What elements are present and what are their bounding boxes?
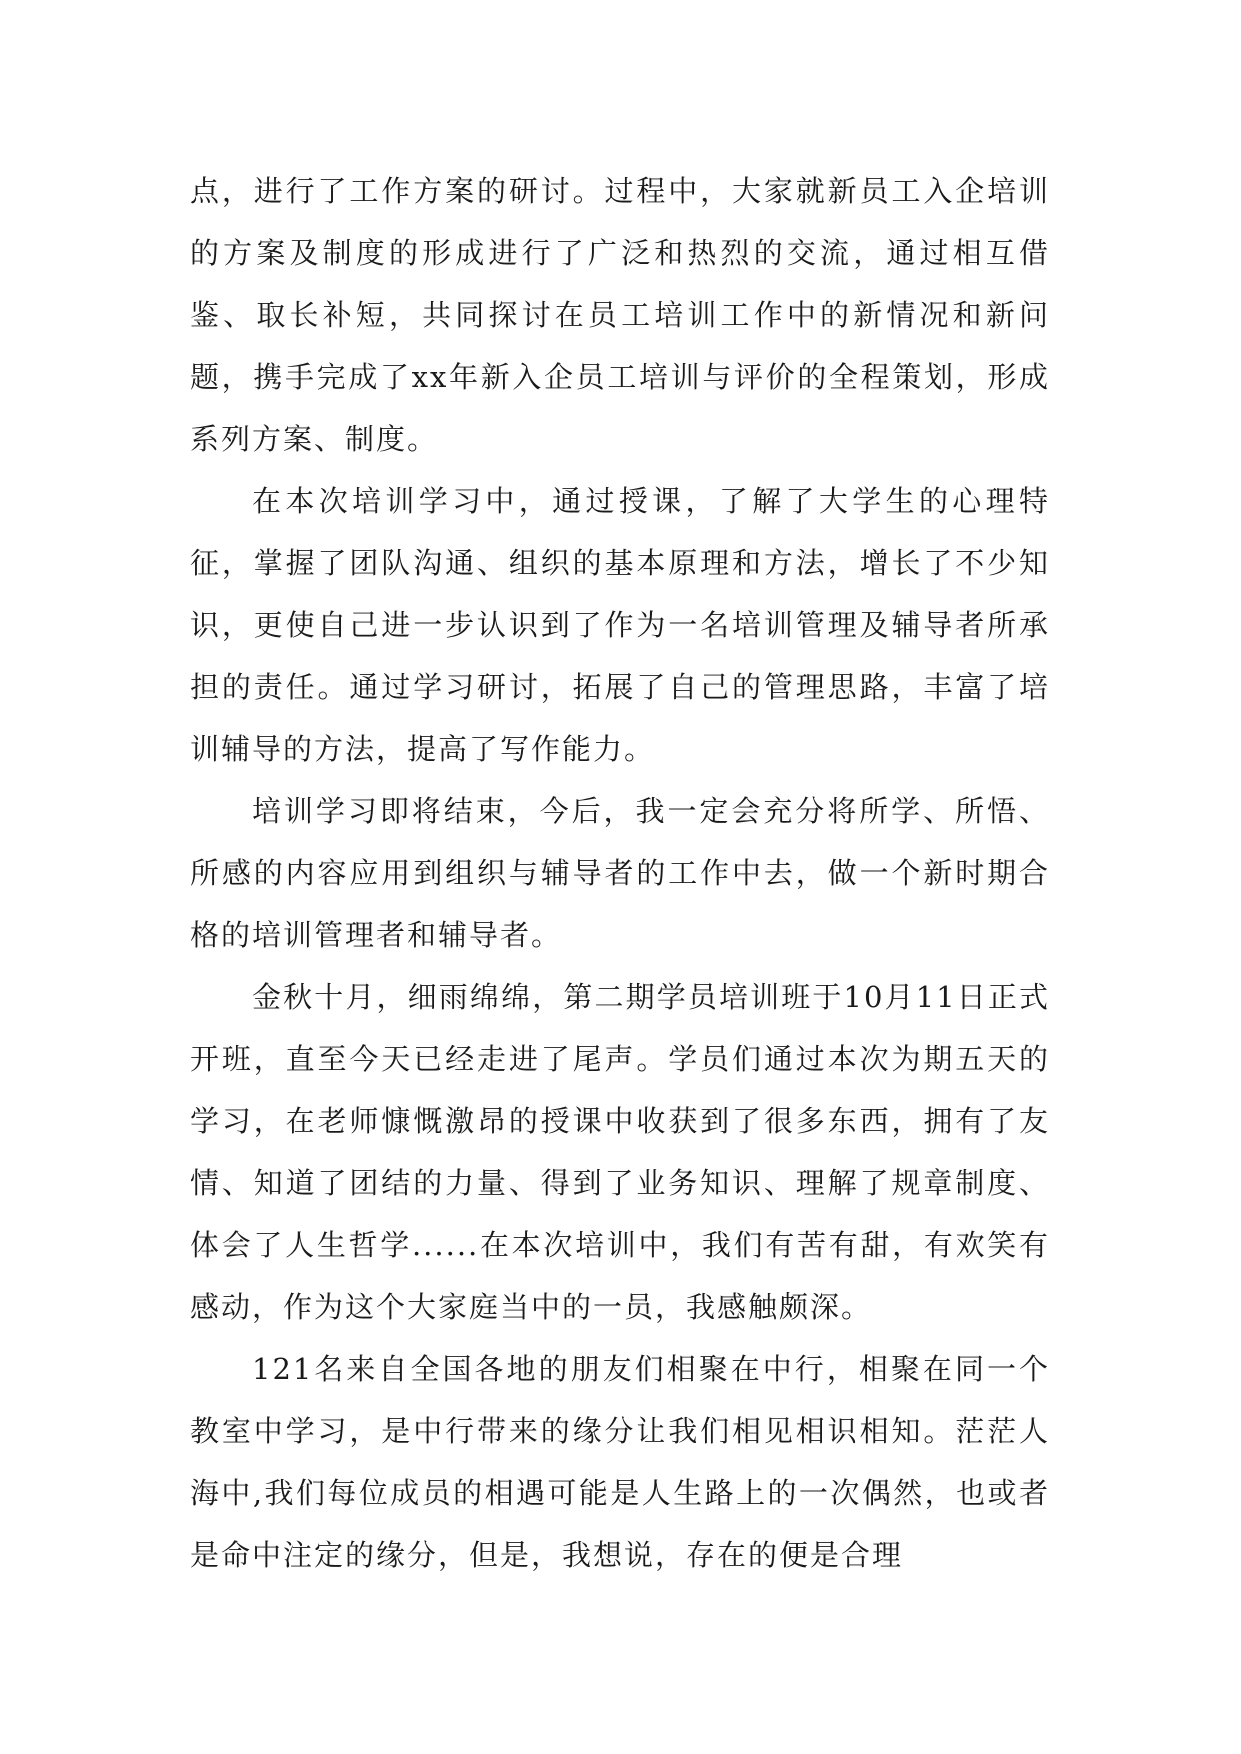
paragraph-1: 点，进行了工作方案的研讨。过程中，大家就新员工入企培训的方案及制度的形成进行了广泛和热烈的交流，通过相互借鉴、取长补短，共同探讨在员工培训工作中的新情况和新问题，携手完成了xx年新入企员工培训与评价的全程策划，形成系列方案、制度。 [190, 174, 1050, 456]
body-text [190, 160, 1050, 1586]
paragraph-2: 在本次培训学习中，通过授课，了解了大学生的心理特征，掌握了团队沟通、组织的基本原理和方法，增长了不少知识，更使自己进一步认识到了作为一名培训管理及辅导者所承担的责任。通过学习研讨，拓展了自己的管理思路，丰富了培训辅导的方法，提高了写作能力。 [190, 484, 1050, 766]
paragraph-3: 培训学习即将结束，今后，我一定会充分将所学、所悟、所感的内容应用到组织与辅导者的工作中去，做一个新时期合格的培训管理者和辅导者。 [190, 794, 1050, 952]
paragraph-5: 121名来自全国各地的朋友们相聚在中行，相聚在同一个教室中学习，是中行带来的缘分让我们相见相识相知。茫茫人海中,我们每位成员的相遇可能是人生路上的一次偶然，也或者是命中注定的缘分，但是，我想说，存在的便是合理 [190, 1352, 1050, 1572]
paragraph-4: 金秋十月，细雨绵绵，第二期学员培训班于10月11日正式开班，直至今天已经走进了尾声。学员们通过本次为期五天的学习，在老师慷慨激昂的授课中收获到了很多东西，拥有了友情、知道了团结的力量、得到了业务知识、理解了规章制度、体会了人生哲学......在本次培训中，我们有苦有甜，有欢笑有感动，作为这个大家庭当中的一员，我感触颇深。 [190, 980, 1050, 1324]
